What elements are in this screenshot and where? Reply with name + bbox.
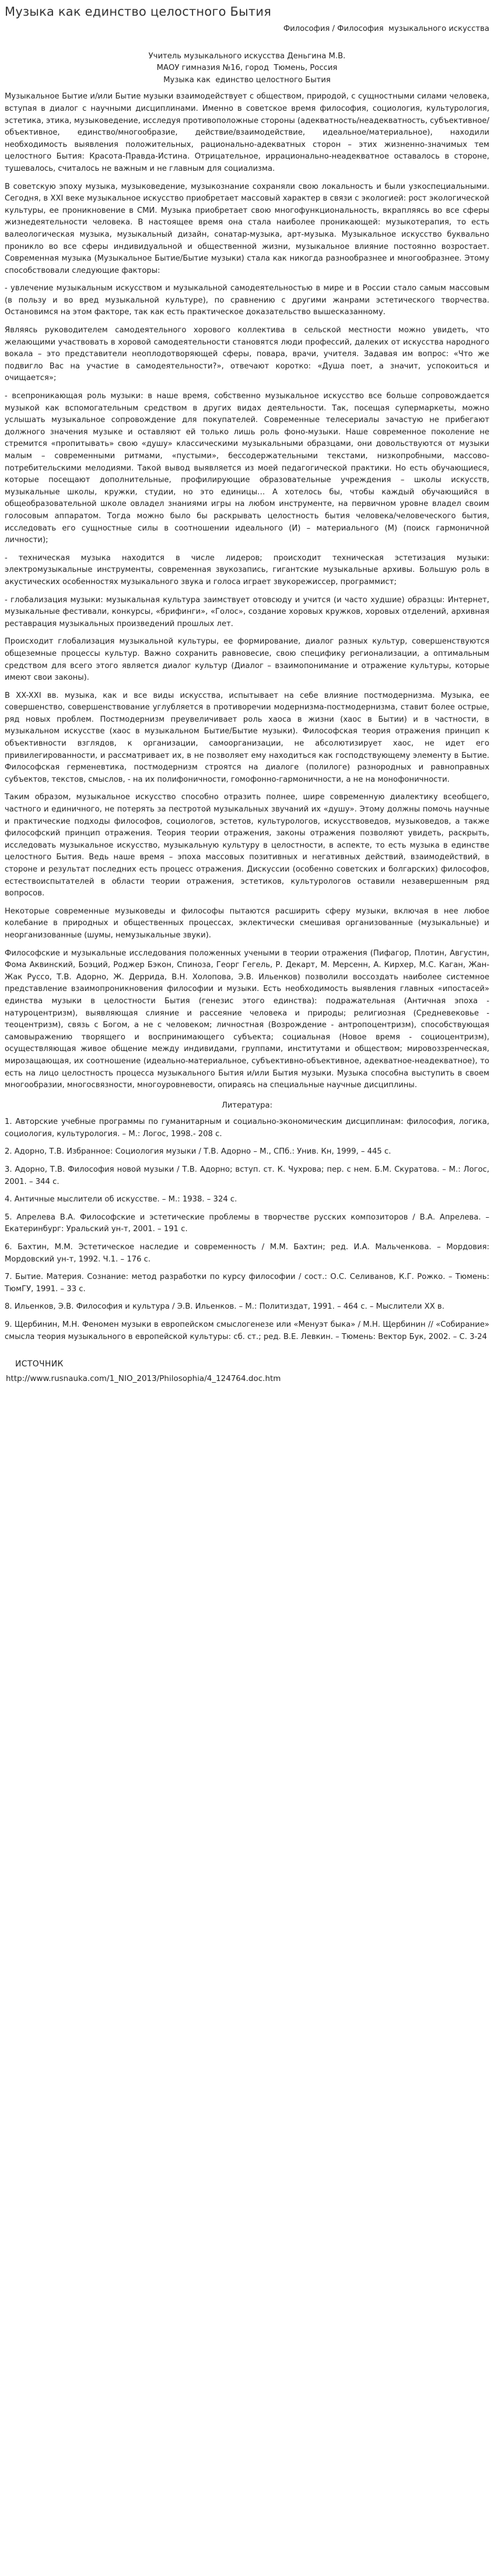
source-heading: ИСТОЧНИК bbox=[15, 1359, 64, 1369]
article-subtitle: Музыка как единство целостного Бытия bbox=[163, 75, 331, 85]
article-body bbox=[5, 23, 489, 1343]
rubric: Философия / Философия музыкального искусства bbox=[283, 24, 489, 33]
paragraph: Являясь руководителем самодеятельного хорового коллектива в сельской местности можно увидеть, что желающими участвовать в хоровой самодеятельности становятся люди профессий, далеких от искусства народного вокала – это представители неоплодотворяющей сферы, повара, врачи, учителя. Задавая им вопрос: «Что же подвигло Вас на участие в самодеятельности?», отвечают коротко: «Душа поет, а значит, успокоиться и очищается»; bbox=[5, 326, 489, 383]
reference-item: 4. Античные мыслители об искусстве. – М.: 1938. – 324 с. bbox=[5, 1195, 237, 1204]
reference-item: 7. Бытие. Материя. Сознание: метод разработки по курсу философии / сост.: О.С. Селиванов, К.Г. Рожко. – Тюмень: ТюмГУ, 1991. – 33 с. bbox=[5, 1273, 489, 1294]
paragraph: В XX-XXI вв. музыка, как и все виды искусства, испытывает на себе влияние постмодернизма. Музыка, ее совершенство, совершенствование углубляется в противоречии модернизма-постмодернизма, ставит более острые, ряд новых проблем. Постмодернизм преувеличивает роль хаоса в жизни (хаос в Бытии) и в частности, в музыкальном искусстве (хаос в музыкальном Бытие/Бытие музыки). Философская теория отражения принцип к объективности взглядов, к организации, самоорганизации, не абсолютизирует хаос, не идет его привилегированности, и рассматривает их, в не позволяет ему находиться как господствующему элементу в Бытие. Философская герменевтика, постмодернизм строятся на диалоге (полилоге) разнородных и равноправных субъектов, текстов, смыслов, - на их полифоничности, гомофонно-гармоничности, а не на монофоничности. bbox=[5, 691, 489, 784]
reference-list bbox=[5, 1116, 489, 1343]
paragraph: - глобализация музыки: музыкальная культура заимствует отовсюду и учится (и часто худшие) образцы: Интернет, музыкальные фестивали, конкурсы, «брифинги», «Голос», создание хоровых кружков, хоровых отделений, архивная реставрация музыкальных произведений прошлых лет. bbox=[5, 595, 489, 628]
paragraph: - техническая музыка находится в числе лидеров; происходит техническая эстетизация музыки: электромузыкальные инструменты, современная звукозапись, гигантские музыкальные архивы. Большую роль в акустических особенностях музыкального звука и голоса играет звукорежиссер, программист; bbox=[5, 553, 489, 586]
source-link[interactable]: http://www.rusnauka.com/1_NIO_2013/Philosophia/4_124764.doc.htm bbox=[6, 1374, 281, 1384]
paragraph: Философские и музыкальные исследования положенных учеными в теории отражения (Пифагор, Плотин, Августин, Фома Аквинский, Боэций, Роджер Бэкон, Спиноза, Георг Гегель, Р. Декарт, М. Мерсенн, А. Кирхер, М.С. Каган, Жан-Жак Руссо, Т.В. Адорно, Ж. Деррида, В.Н. Холопова, Э.В. Ильенков) позволили воссоздать наиболее системное представление взаимопроникновения философии и музыки. Есть необходимость выявления главных «ипостасей» единства музыки в целостности Бытия (генезис этого единства): подражательная (Античная эпоха - натуроцентризм), выявляющая слияние и рассеяние человека и природы; религиозная (Средневековье - теоцентризм), связь с Богом, а не с человеком; личностная (Возрождение - антропоцентризм), способствующая самовыражению творящего и воспринимающего субъекта; социальная (Новое время - социоцентризм), осуществляющая живое общение между индивидами, группами, институтами и обществом; мировоззренческая, мирозащающая, их соотношение (идеально-материальное, субъективно-объективное, адекватное-неадекватное), то есть на лицо целостность процесса музыкального Бытия и/или Бытия музыки. Музыка способна выступить в своем многообразии, многосвязности, многоуровневости, опираясь на специальные научные дисциплины. bbox=[5, 948, 489, 1090]
paragraph: Некоторые современные музыковеды и философы пытаются расширить сферу музыки, включая в нее любое колебание в природных и общественных процессах, эклектически смешивая организованные (музыкальные) и неорганизованные (шумы, немузыкальные звуки). bbox=[5, 906, 489, 940]
author-block bbox=[5, 51, 489, 87]
article-paragraphs bbox=[5, 91, 489, 1091]
paragraph: Происходит глобализация музыкальной культуры, ее формирование, диалог разных культур, совершенствуются общеземные процессы культур. Важно сохранить равновесие, свою специфику регионализации, а оптимальным средством для всего этого является диалог культур (Диалог – взаимопонимание и отражение культуры, которые имеют свои законы). bbox=[5, 637, 489, 683]
page-title: Музыка как единство целостного Бытия bbox=[5, 5, 272, 19]
paragraph: - увлечение музыкальным искусством и музыкальной самодеятельностью в мире и в России стало самым массовым (в пользу и во вред музыкальной культуре), по сравнению с другими жанрами эстетического творчества. Остановимся на этом факторе, так как есть практическое доказательство вышесказанному. bbox=[5, 284, 489, 317]
paragraph: Таким образом, музыкальное искусство способно отразить полнее, шире современную диалектику всеобщего, частного и единичного, не потерять за пестротой музыкальных звучаний их «душу». Этому должны помочь научные и практические подходы философов, социологов, эстетов, культурологов, искусствоведов, музыковедов, а также философский принцип отражения. Теория теории отражения, законы отражения позволяют увидеть, раскрыть, исследовать музыкальное искусство, музыкальную культуру в целостности, в аспекте, то есть музыка в единстве целостного Бытия. Ведь наше время – эпоха массовых позитивных и негативных действий, взаимодействий, в стороне и результат последних есть процесс отражения. Дискуссии (особенно советских и болгарских) философов, естествоиспытателей в области теории отражения, эстетиков, культурологов оставили незавершенным ряд вопросов. bbox=[5, 793, 489, 898]
reference-item: 8. Ильенков, Э.В. Философия и культура / Э.В. Ильенков. – М.: Политиздат, 1991. – 464 с. – Мыслители XX в. bbox=[5, 1302, 444, 1312]
literature-heading: Литература: bbox=[221, 1101, 273, 1110]
reference-item: 6. Бахтин, М.М. Эстетическое наследие и современность / М.М. Бахтин; ред. И.А. Мальченкова. – Мордовия: Мордовский ун-т, 1992. Ч.1. – 176 с. bbox=[5, 1243, 489, 1264]
author-position: Учитель музыкального искусства Деньгина М.В. bbox=[148, 51, 346, 61]
reference-item: 1. Авторские учебные программы по гуманитарным и социально-экономическим дисциплинам: философия, логика, социология, культурология. – М.: Логос, 1998.- 208 с. bbox=[5, 1117, 489, 1138]
reference-item: 9. Щербинин, М.Н. Феномен музыки в европейском смыслогенезе или «Менуэт быка» / М.Н. Щербинин // «Собирание» смысла теория музыкального в европейской культуры: сб. ст.; ред. В.Е. Левкин. – Тюмень: Вектор Бук, 2002. – С. 3-24 bbox=[5, 1320, 489, 1341]
reference-item: 2. Адорно, Т.В. Избранное: Социология музыки / Т.В. Адорно – М., СПб.: Унив. Кн, 1999, – 445 с. bbox=[5, 1147, 391, 1157]
author-institution: МАОУ гимназия №16, город Тюмень, Россия bbox=[156, 64, 338, 73]
paragraph: Музыкальное Бытие и/или Бытие музыки взаимодействует с обществом, природой, с сущностными силами человека, вступая в диалог с научными дисциплинами. Именно в советское время философия, социология, культурология, эстетика, этика, музыковедение, исследуя противоположные стороны (адекватность/неадекватность, субъективное/объективное, единство/многообразие, действие/взаимодействие, идеальное/материальное), находили необходимость выявления положительных, рационально-адекватных сторон – этих жизненно-значимых тем целостного Бытия: Красота-Правда-Истина. Отрицательное, иррационально-неадекватное оставалось в стороне, тушевалось, считалось не важным и не главным для социализма. bbox=[5, 92, 489, 173]
reference-item: 5. Апрелева В.А. Философские и эстетические проблемы в творчестве русских композиторов / В.А. Апрелева. – Екатеринбург: Уральский ун-т, 2001. – 191 с. bbox=[5, 1213, 489, 1234]
paragraph: В советскую эпоху музыка, музыковедение, музыкознание сохраняли свою локальность и были узкоспециальными. Сегодня, в XXI веке музыкальное искусство приобретает массовый характер в связи с экологией: рост экологической культуры, ее проникновение в СМИ. Музыка приобретает свою многофункциональность, вкрапляясь во все сферы жизнедеятельности человека. В настоящее время она стала наиболее проникающей: музыкотерапия, то есть валеологическая музыка, музыкальный дизайн, сонатар-музыка, арт-музыка. Музыкальное искусство буквально проникло во все сферы индивидуальной и общественной жизни, музыкальное влияние постоянно возростает. Современная музыка (Музыкальное Бытие/Бытие музыки) стала как никогда разнообразнее и многообразнее. Этому способствовали следующие факторы: bbox=[5, 182, 489, 275]
reference-item: 3. Адорно, Т.В. Философия новой музыки / Т.В. Адорно; вступ. ст. К. Чухрова; пер. с нем. Б.М. Скуратова. – М.: Логос, 2001. – 344 с. bbox=[5, 1165, 489, 1186]
paragraph: - всепроникающая роль музыки: в наше время, собственно музыкальное искусство все больше сопровождается музыкой как вспомогательным средством в других видах деятельности. Так, посещая супермаркеты, можно услышать музыкальное сопровождение для покупателей. Современные телесериалы зачастую не прибегают должного значения музыке и оставляют ей только лишь роль фоно-музыки. Наше современное поколение не стремится «пропитывать» свою «душу» классическими музыкальными образцами, они довольствуются от музыки малым – современными ритмами, «пустыми», бессодержательными текстами, низкопробными, массово-потребительскими мелодиями. Такой вывод выявляется из моей педагогической практики. Но есть обучающиеся, которые посещают дополнительные, профилирующие образовательные учреждения – школы искусств, музыкальные школы, кружки, студии, но это единицы… А хотелось бы, чтобы каждый обучающийся в общеобразовательной школе овладел знаниями игры на любом инструменте, на первичном уровне владел своим голосовым аппаратом. Тогда можно было бы раскрывать целостность бытия человека/человеческого бытия, исследовать его сущностные силы в соотношении идеального (И) – материального (М) (поиск гармоничной личности); bbox=[5, 392, 489, 545]
